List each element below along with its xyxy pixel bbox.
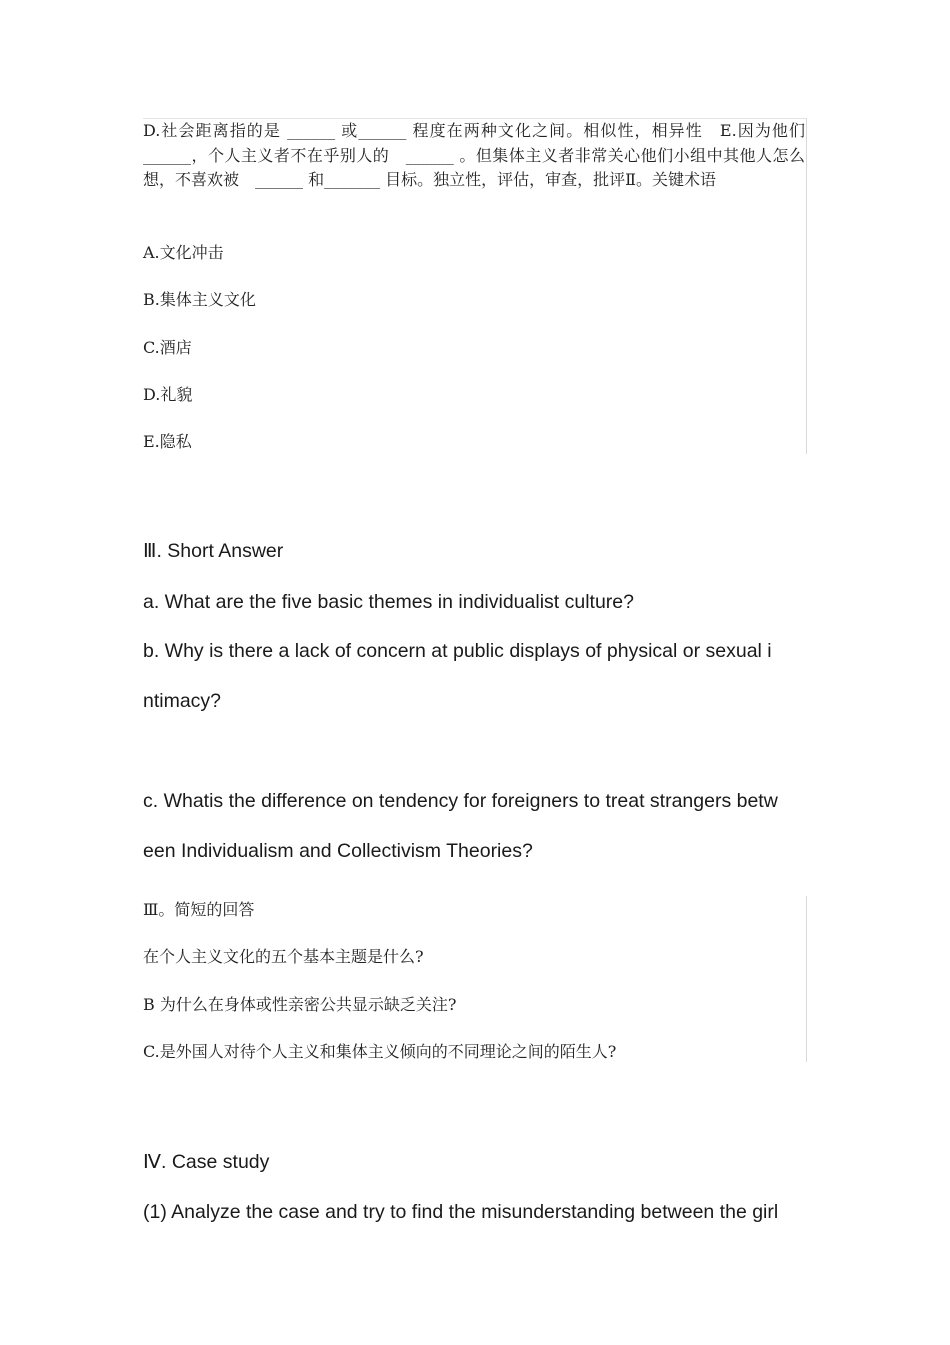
short-answer-item-a-cn: 在个人主义文化的五个基本主题是什么? — [143, 947, 424, 966]
section-heading-case-study: Ⅳ. Case study — [143, 1151, 270, 1173]
short-answer-item-c-cn: C.是外国人对待个人主义和集体主义倾向的不同理论之间的陌生人? — [143, 1042, 617, 1061]
key-term-d: D.礼貌 — [143, 385, 193, 404]
case-study-item-1: (1) Analyze the case and try to find the misunderstanding between the girl — [143, 1201, 779, 1223]
short-answer-item-b-cn: B 为什么在身体或性亲密公共显示缺乏关注? — [143, 995, 457, 1014]
section-heading-short-answer: Ⅲ. Short Answer — [143, 540, 284, 562]
key-term-a: A.文化冲击 — [143, 243, 224, 262]
question-b-line2: ntimacy? — [143, 690, 222, 712]
question-b-line1: b. Why is there a lack of concern at public displays of physical or sexual i — [143, 640, 772, 662]
chinese-translation-box-2 — [143, 896, 807, 1062]
key-term-e: E.隐私 — [143, 432, 192, 451]
question-c-line1: c. Whatis the difference on tendency for foreigners to treat strangers betw — [143, 790, 778, 812]
question-c-line2: een Individualism and Collectivism Theories? — [143, 840, 533, 862]
short-answer-heading-cn: Ⅲ。简短的回答 — [143, 900, 255, 919]
key-term-c: C.酒店 — [143, 338, 192, 357]
question-a: a. What are the five basic themes in individualist culture? — [143, 591, 634, 613]
chinese-translation-box — [143, 118, 807, 454]
key-term-b: B.集体主义文化 — [143, 290, 256, 309]
fill-in-blank-paragraph: D.社会距离指的是 ______ 或______ 程度在两种文化之间。相似性，相异性 E.因为他们 ______，个人主义者不在乎别人的 ______ 。但集体主义者非常关心他们小组中其他人怎么想，不喜欢被 ______ 和_______ 目标。独立性，评估，审查，批评Ⅱ。关键术语 — [143, 121, 805, 189]
